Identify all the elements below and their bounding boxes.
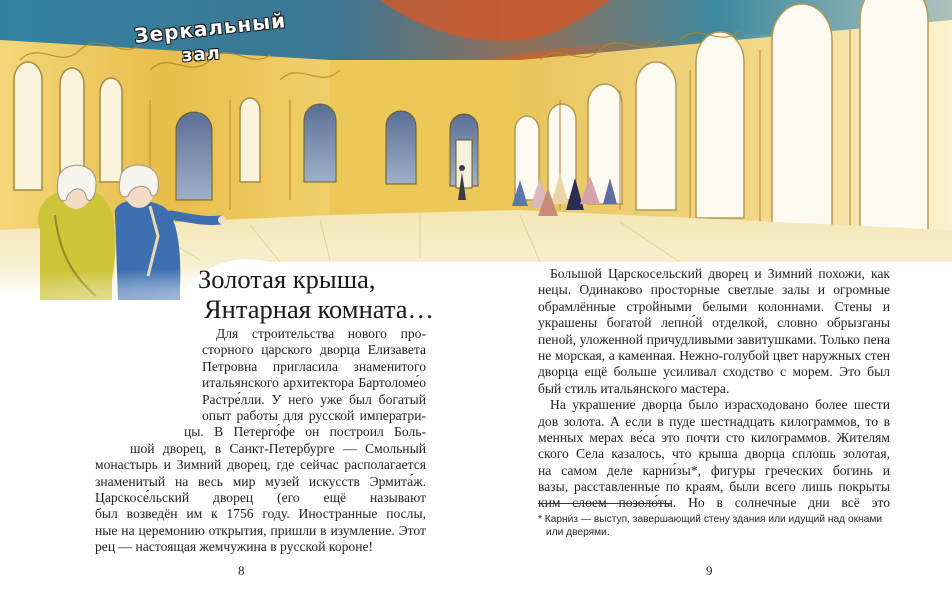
text-line: ные на церемонию открытия, пришли в изумление. Этот xyxy=(95,522,426,538)
text-line: итальянского архитектора Бартоломе́о xyxy=(202,375,426,391)
text-line: вазы, расставленные по краям, были всего лишь покрыты xyxy=(538,479,890,495)
text-line: На украшение дворца было израсходовано более шести xyxy=(550,397,890,413)
text-line: не морская, а каменная. Нежно-голубой цвет наружных стен xyxy=(538,347,890,363)
text-line: рец — настоящая жемчужина в русской короне! xyxy=(95,539,374,555)
footnote xyxy=(538,514,890,539)
right-page-text xyxy=(538,266,890,512)
text-line: украшены богатой лепно́й отделкой, словно обрызганы xyxy=(538,315,890,331)
hall-name-label xyxy=(130,8,288,74)
text-line: Большой Царскосельский дворец и Зимний похожи, как xyxy=(550,266,890,281)
text-line: менных мерах ве́са это почти сто килограммов. Жителям xyxy=(538,429,890,445)
text-line: монастырь и Зимний дворец, где сейчас располагается xyxy=(95,457,426,473)
text-line: Петровна пригласила знаменитого xyxy=(202,358,426,374)
text-line: пеной, уложенной причудливыми завитушками. Только пена xyxy=(538,331,890,347)
text-line: сторного царского дворца Елизавета xyxy=(202,342,426,358)
text-line: дов золота. А если в пуде шестнадцать килограммов, то в xyxy=(538,413,890,429)
text-line: Царскосе́льский дворец (его ещё называют xyxy=(95,489,426,505)
text-line: дворца ещё больше усиливал сходство с морем. Это был xyxy=(538,364,890,380)
text-line: нецы. Одинаково просторные светлые залы и огромные xyxy=(538,282,890,298)
mirror-hall-illustration xyxy=(0,0,952,300)
text-line: на самом деле карни́зы*, фигуры греческих богинь и xyxy=(538,462,890,478)
text-line: Для строительства нового про- xyxy=(216,326,426,341)
text-line: цы. В Петерго́фе он построил Боль- xyxy=(184,424,426,440)
heading-line2: Янтарная комната… xyxy=(204,294,434,324)
page-number-right: 9 xyxy=(706,563,713,578)
text-line: знаменитый на весь мир музей искусств Эрмита́ж. xyxy=(95,473,426,489)
text-line: шой дворец, в Санкт-Петербурге — Смольный xyxy=(130,440,426,456)
text-line: ким слоем позоло́ты. Но в солнечные дни всё это xyxy=(538,495,890,511)
footnote-line1: * Карни́з — выступ, завершающий стену здания или идущий над окнами xyxy=(538,514,883,525)
chapter-heading xyxy=(198,264,438,324)
left-page-text xyxy=(0,326,440,555)
page-number-left: 8 xyxy=(238,563,245,578)
text-line: бый стиль итальянского мастера. xyxy=(538,380,730,396)
text-line: ского Села казалось, что крыша дворца сплошь золотая, xyxy=(538,446,890,462)
hall-name-line2: зал xyxy=(181,42,222,67)
heading-line1: Золотая крыша, xyxy=(198,264,376,294)
footnote-line2: или дверями. xyxy=(546,526,610,538)
hall-name-line1: Зеркальный xyxy=(133,8,288,48)
text-line: был возведён им к 1756 году. Иностранные послы, xyxy=(95,506,426,522)
text-line: опыт работы для русской императри- xyxy=(202,407,426,423)
text-line: обрамлённые стройными белыми колоннами. Стены и xyxy=(538,298,890,314)
text-line: Растре́лли. У него уже был богатый xyxy=(202,391,426,407)
footnote-divider xyxy=(538,503,672,504)
